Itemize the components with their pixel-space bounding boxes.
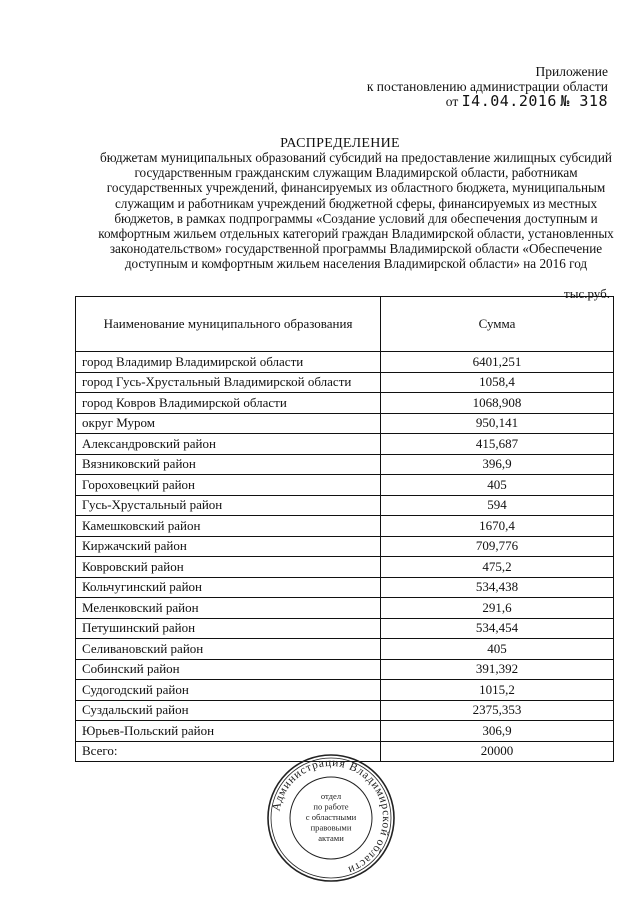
subsidy-amount: 475,2	[381, 557, 614, 578]
appendix-header	[308, 64, 608, 109]
municipality-name: Меленковский район	[76, 598, 381, 619]
column-header-amount: Сумма	[381, 297, 614, 352]
municipality-name: Ковровский район	[76, 557, 381, 578]
subsidy-amount: 415,687	[381, 434, 614, 455]
municipality-name: Гороховецкий район	[76, 475, 381, 496]
stamp-center-line: актами	[318, 833, 344, 843]
subsidy-amount: 306,9	[381, 721, 614, 742]
subsidy-amount: 534,454	[381, 618, 614, 639]
subsidy-amount: 396,9	[381, 454, 614, 475]
subsidy-amount: 534,438	[381, 577, 614, 598]
subsidy-amount: 1068,908	[381, 393, 614, 414]
municipality-name: Судогодский район	[76, 680, 381, 701]
date-prefix: от	[445, 94, 459, 109]
municipality-name: Вязниковский район	[76, 454, 381, 475]
municipality-name: Александровский район	[76, 434, 381, 455]
stamp-center-line: с областными	[305, 812, 357, 822]
subsidy-amount: 391,392	[381, 659, 614, 680]
subsidy-amount: 709,776	[381, 536, 614, 557]
municipality-name: Гусь-Хрустальный район	[76, 495, 381, 516]
subsidy-amount: 6401,251	[381, 352, 614, 373]
table-row	[76, 434, 614, 455]
municipality-name: Собинский район	[76, 659, 381, 680]
municipality-name: Суздальский район	[76, 700, 381, 721]
table-row	[76, 536, 614, 557]
municipality-name: Петушинский район	[76, 618, 381, 639]
resolution-number: № 318	[560, 92, 608, 110]
municipality-name: округ Муром	[76, 413, 381, 434]
document-title: РАСПРЕДЕЛЕНИЕ	[280, 136, 400, 151]
table-row	[76, 557, 614, 578]
stamp-center-line: отдел	[320, 791, 342, 801]
subsidy-amount: 1670,4	[381, 516, 614, 537]
table-row	[76, 352, 614, 373]
municipality-name: Кольчугинский район	[76, 577, 381, 598]
table-row	[76, 659, 614, 680]
table-row	[76, 516, 614, 537]
appendix-label: Приложение	[535, 64, 608, 79]
municipality-name: Селивановский район	[76, 639, 381, 660]
table-row	[76, 618, 614, 639]
resolution-date: I4.04.2016	[461, 92, 557, 110]
table-row	[76, 413, 614, 434]
subsidy-amount: 405	[381, 475, 614, 496]
table-row	[76, 393, 614, 414]
total-label: Всего:	[76, 741, 381, 762]
subsidy-amount: 1058,4	[381, 372, 614, 393]
subsidy-amount: 405	[381, 639, 614, 660]
subsidy-amount: 950,141	[381, 413, 614, 434]
total-value: 20000	[381, 741, 614, 762]
appendix-date-line	[308, 94, 608, 109]
subsidy-amount: 1015,2	[381, 680, 614, 701]
subsidy-amount: 594	[381, 495, 614, 516]
stamp-center-line: по работе	[313, 801, 349, 812]
stamp-center-line: правовыми	[310, 822, 352, 833]
municipality-name: город Владимир Владимирской области	[76, 352, 381, 373]
table-row	[76, 495, 614, 516]
official-stamp	[266, 753, 396, 883]
column-header-name: Наименование муниципального образования	[76, 297, 381, 352]
table-header-row	[76, 297, 614, 352]
table-row	[76, 721, 614, 742]
table-row	[76, 598, 614, 619]
table-row	[76, 700, 614, 721]
subsidy-amount: 2375,353	[381, 700, 614, 721]
distribution-table	[75, 296, 614, 762]
table-row	[76, 577, 614, 598]
units-label: тыс.руб.	[564, 286, 610, 301]
table-row	[76, 680, 614, 701]
table-row	[76, 475, 614, 496]
subsidy-amount: 291,6	[381, 598, 614, 619]
municipality-name: Юрьев-Польский район	[76, 721, 381, 742]
stamp-center-text	[306, 791, 357, 843]
table-row	[76, 454, 614, 475]
municipality-name: Камешковский район	[76, 516, 381, 537]
appendix-resolution: к постановлению администрации области	[366, 79, 608, 94]
municipality-name: Киржачский район	[76, 536, 381, 557]
table-row	[76, 372, 614, 393]
stamp-ring-text: Администрация Владимирской области	[270, 756, 393, 876]
municipality-name: город Ковров Владимирской области	[76, 393, 381, 414]
municipality-name: город Гусь-Хрустальный Владимирской области	[76, 372, 381, 393]
table-row	[76, 639, 614, 660]
document-description: бюджетам муниципальных образований субсидий на предоставление жилищных субсидий государственным гражданским служащим Владимирской области, работникам государственных учреждений, финансируемых из областного бюджета, муниципальным служащим и работникам учреждений бюджетной сферы, финансируемых из местных бюджетов, в рамках подпрограммы «Создание условий для обеспечения доступным и комфортным жильем отдельных категорий граждан Владимирской области, установленных законодательством» государственной программы Владимирской области «Обеспечение доступным и комфортным жильем населения Владимирской области» на 2016 год	[98, 150, 614, 272]
